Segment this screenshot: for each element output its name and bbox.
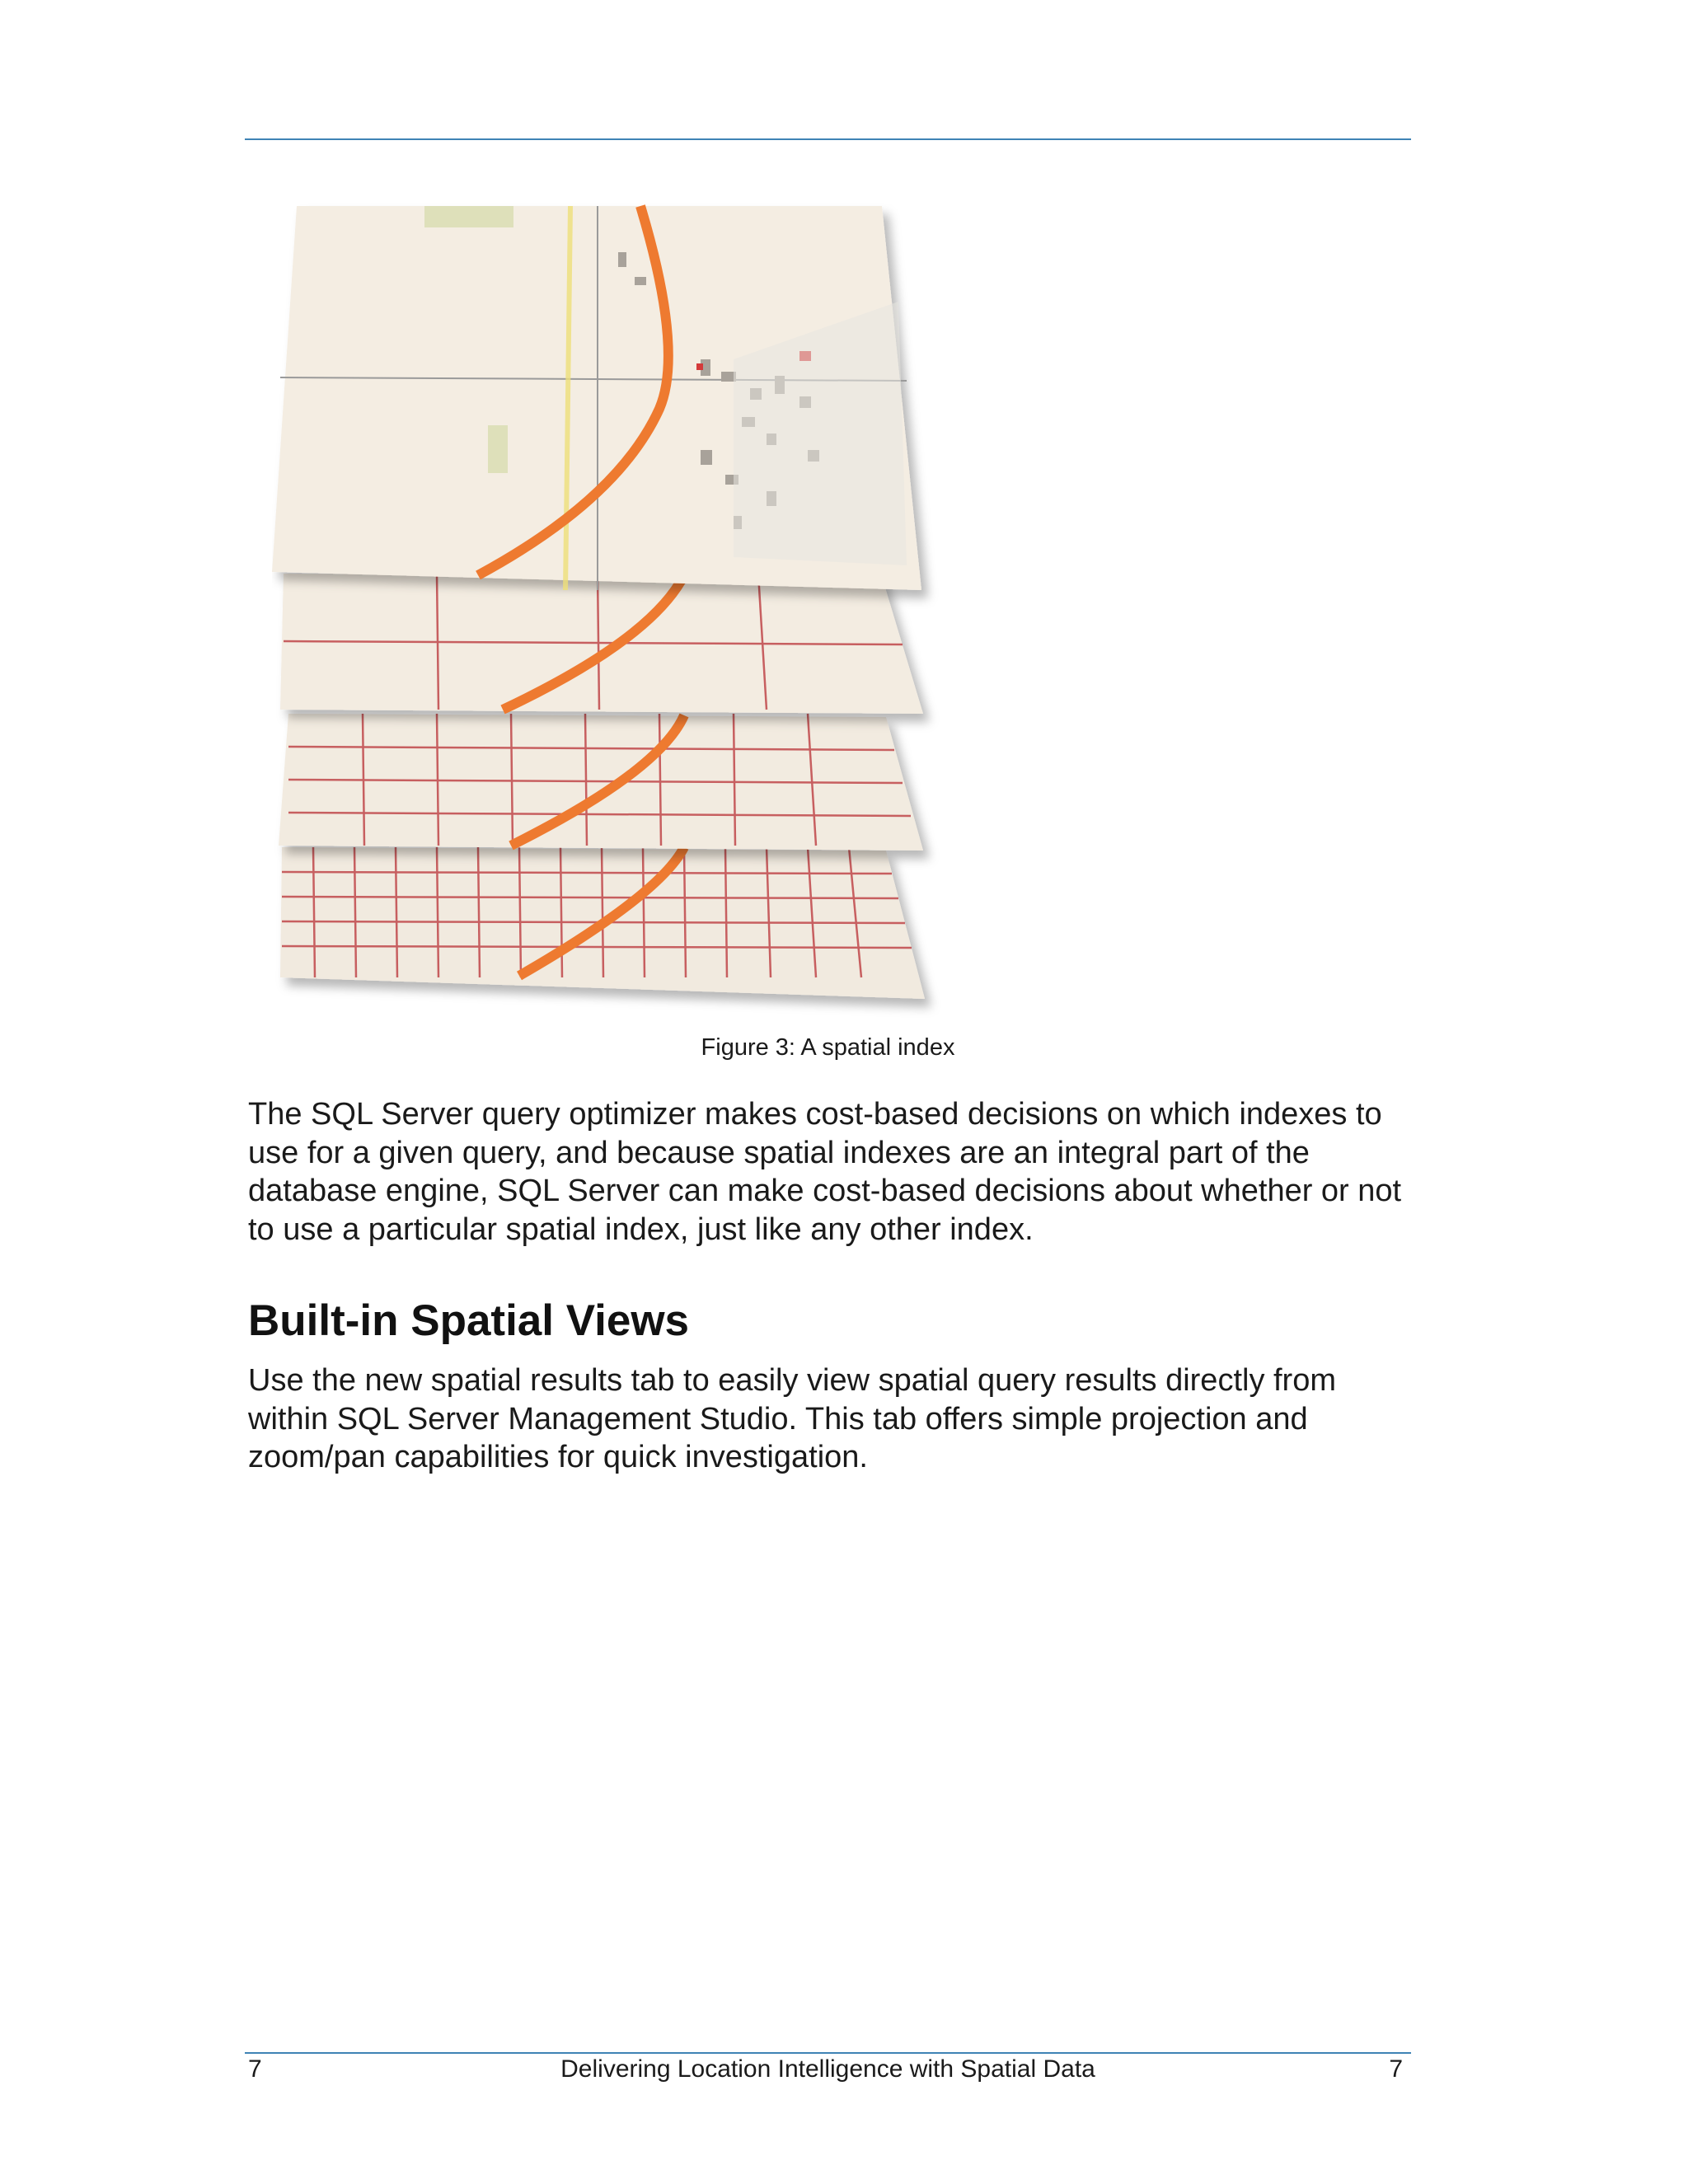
figure-caption: Figure 3: A spatial index	[701, 1034, 955, 1061]
section-heading: Built-in Spatial Views	[248, 1296, 690, 1345]
map-layer-3	[279, 714, 923, 851]
paragraph-query-optimizer: The SQL Server query optimizer makes cost-based decisions on which indexes to use for a given query, and because spatial indexes are an integral part of the database engine, SQL Server can make cost-based decisions about whether or not to use a particular spatial index, just like any other index.	[248, 1097, 1402, 1247]
header-rule	[245, 138, 1411, 140]
map-layer-1	[272, 206, 921, 590]
page-number-left: 7	[248, 2055, 262, 2083]
footer-title: Delivering Location Intelligence with Spatial Data	[560, 2055, 1095, 2083]
paragraph-spatial-views: Use the new spatial results tab to easily view spatial query results directly from within SQL Server Management Studio. This tab offers simple projection and zoom/pan capabilities for quick investigation.	[248, 1363, 1336, 1474]
spatial-index-figure	[272, 203, 948, 1019]
footer-rule	[245, 2052, 1411, 2054]
page-number-right: 7	[1389, 2055, 1403, 2083]
map-layer-4	[280, 847, 925, 999]
page-footer	[245, 2055, 1411, 2088]
stacked-map-grid-layers-icon	[272, 203, 948, 1019]
map-layer-2	[280, 574, 923, 714]
